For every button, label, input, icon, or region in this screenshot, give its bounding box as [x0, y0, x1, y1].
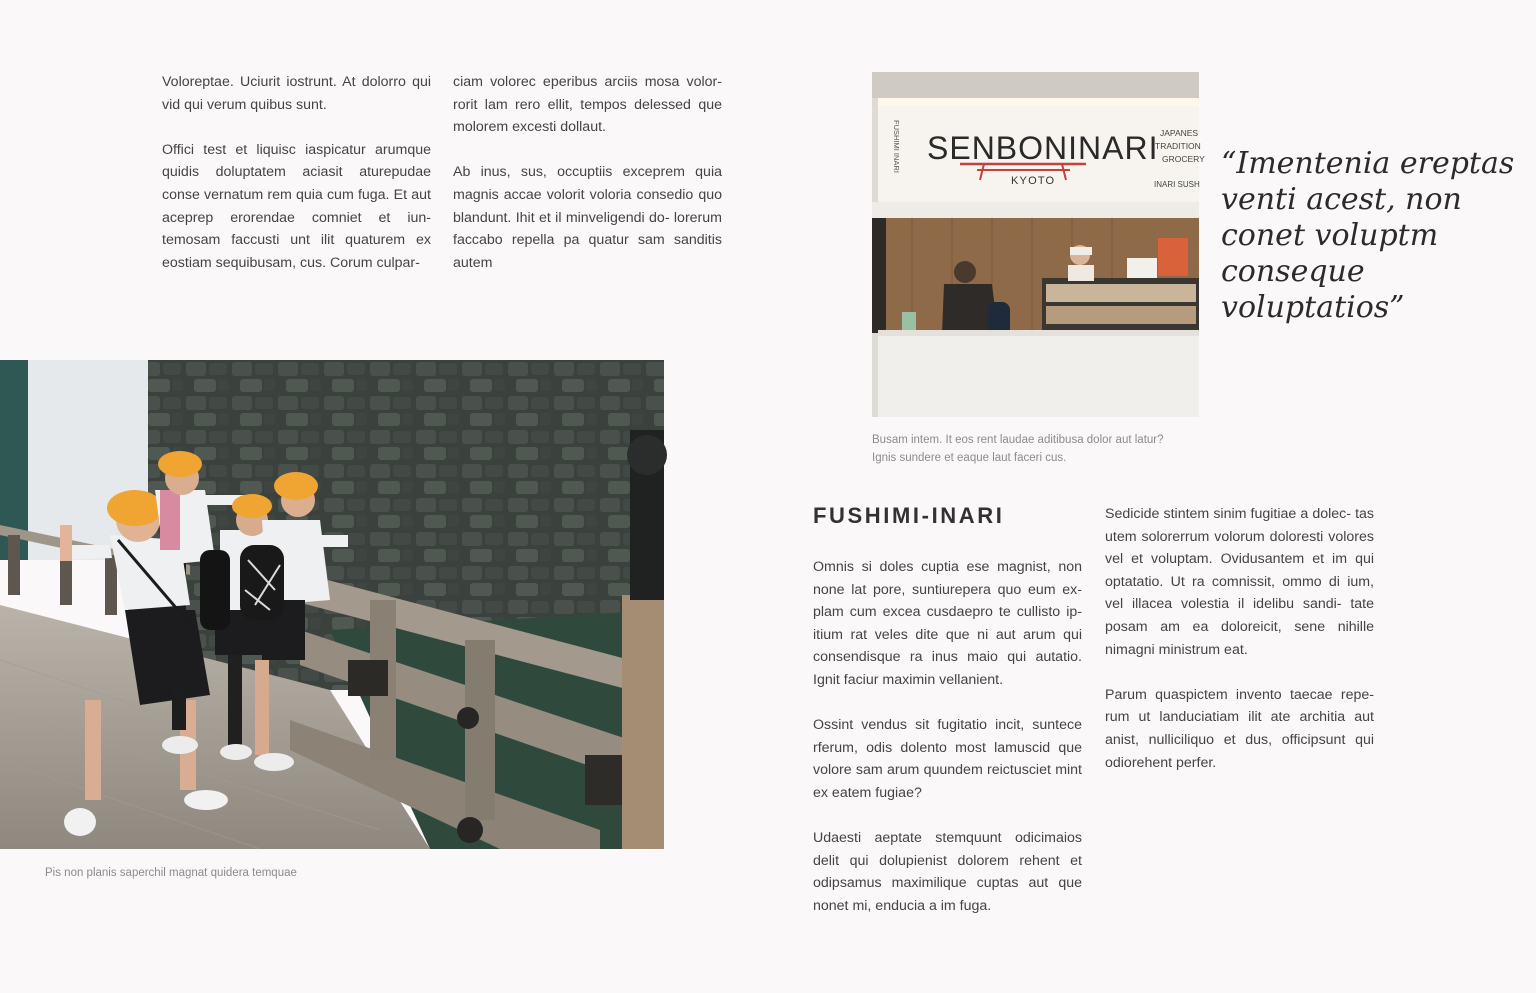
- paragraph: Omnis si doles cuptia ese magnist, non none lat pore, suntiurepera quo eum ex- plam cum excea cusdaepro te cullisto ip- itium rat veles dite que ni aut arum qui consendisque ra inus maio qui autatio. Ignit faciur maximin vellanient.: [813, 559, 1082, 688]
- paragraph: Offici test et liquisc iaspicatur arumque quidis doluptatem aciasit aturepudae conse vernatum rem quia cum fuga. Et aut aceprep erorendae comniet et iun- temosam faccusti unt ilit quaturem ex eostiam sequibusam, cus. Corum culpar-: [162, 141, 431, 271]
- right-column-1: [813, 556, 1082, 918]
- right-column-2: [1105, 503, 1374, 774]
- paragraph: Parum quaspictem invento taecae repe- rum ut landuciatiam ilit ate architia aut anist, nulliciliquo et dus, officipsunt qui odiorehent perfer.: [1105, 686, 1374, 771]
- right-photo-caption: [872, 431, 1212, 467]
- caption-line: Ignis sundere et eaque laut faceri cus.: [872, 452, 1067, 464]
- paragraph: Sedicide stintem sinim fugitiae a dolec- tas utem solorerrum volorum doloresti volores vel et voluptam. Ovidusantem et im qui optatatio. Ut ra comnissit, ommo di ium, vel illacea volestia il idelibu sandi- tate posam am ea doloreicit, sene nihille nimagni ministrum eat.: [1105, 506, 1374, 658]
- paragraph: Ossint vendus sit fugitatio incit, suntece rferum, odis dolento most lamuscid que volore sam arum quundem reictusciet mint ex eatem fugiae?: [813, 717, 1082, 801]
- left-column-1: [162, 71, 431, 274]
- caption-line: Busam intem. It eos rent laudae aditibusa dolor aut latur?: [872, 434, 1164, 446]
- section-heading: FUSHIMI-INARI: [813, 503, 1005, 528]
- paragraph: ciam volorec eperibus arciis mosa volor- rorit lam rero ellit, tempos delessed que molorem excesti dollaut.: [453, 74, 722, 136]
- shop-sign-name: SENBONINARI: [927, 130, 1159, 166]
- shop-sign-side-1: JAPANES: [1160, 128, 1199, 138]
- paragraph: Udaesti aeptate stemquunt odicimaios delit qui dolupienist dolorem rehent et odipsamus maximilique cuptas aut que nonet mi, enducia a im fuga.: [813, 830, 1082, 914]
- pull-quote: “Imentenia ereptas venti acest, non conet voluptm conseque voluptatios”: [1221, 146, 1515, 325]
- shop-counter-photo: [872, 72, 1205, 417]
- shop-sign-vertical: FUSHIMI INARI: [892, 120, 901, 173]
- left-column-2: [453, 71, 722, 274]
- shop-sign-side-2: TRADITION: [1155, 141, 1201, 151]
- left-photo-caption: Pis non planis saperchil magnat quidera temquae: [45, 867, 297, 879]
- shop-sign-side-bottom: INARI SUSH: [1154, 180, 1200, 189]
- schoolchildren-bridge-photo: [0, 360, 664, 849]
- paragraph: Ab inus, sus, occuptiis exceprem quia magnis accae volorit voloria consedio quo blandunt. Ihit et il minveligendi do- lorerum faccabo repella pa quatur sam sanditis autem: [453, 164, 722, 271]
- paragraph: Voloreptae. Uciurit iostrunt. At dolorro qui vid qui verum quibus sunt.: [162, 74, 431, 113]
- shop-sign-side-3: GROCERY: [1162, 154, 1205, 164]
- shop-sign-city: KYOTO: [1011, 175, 1056, 187]
